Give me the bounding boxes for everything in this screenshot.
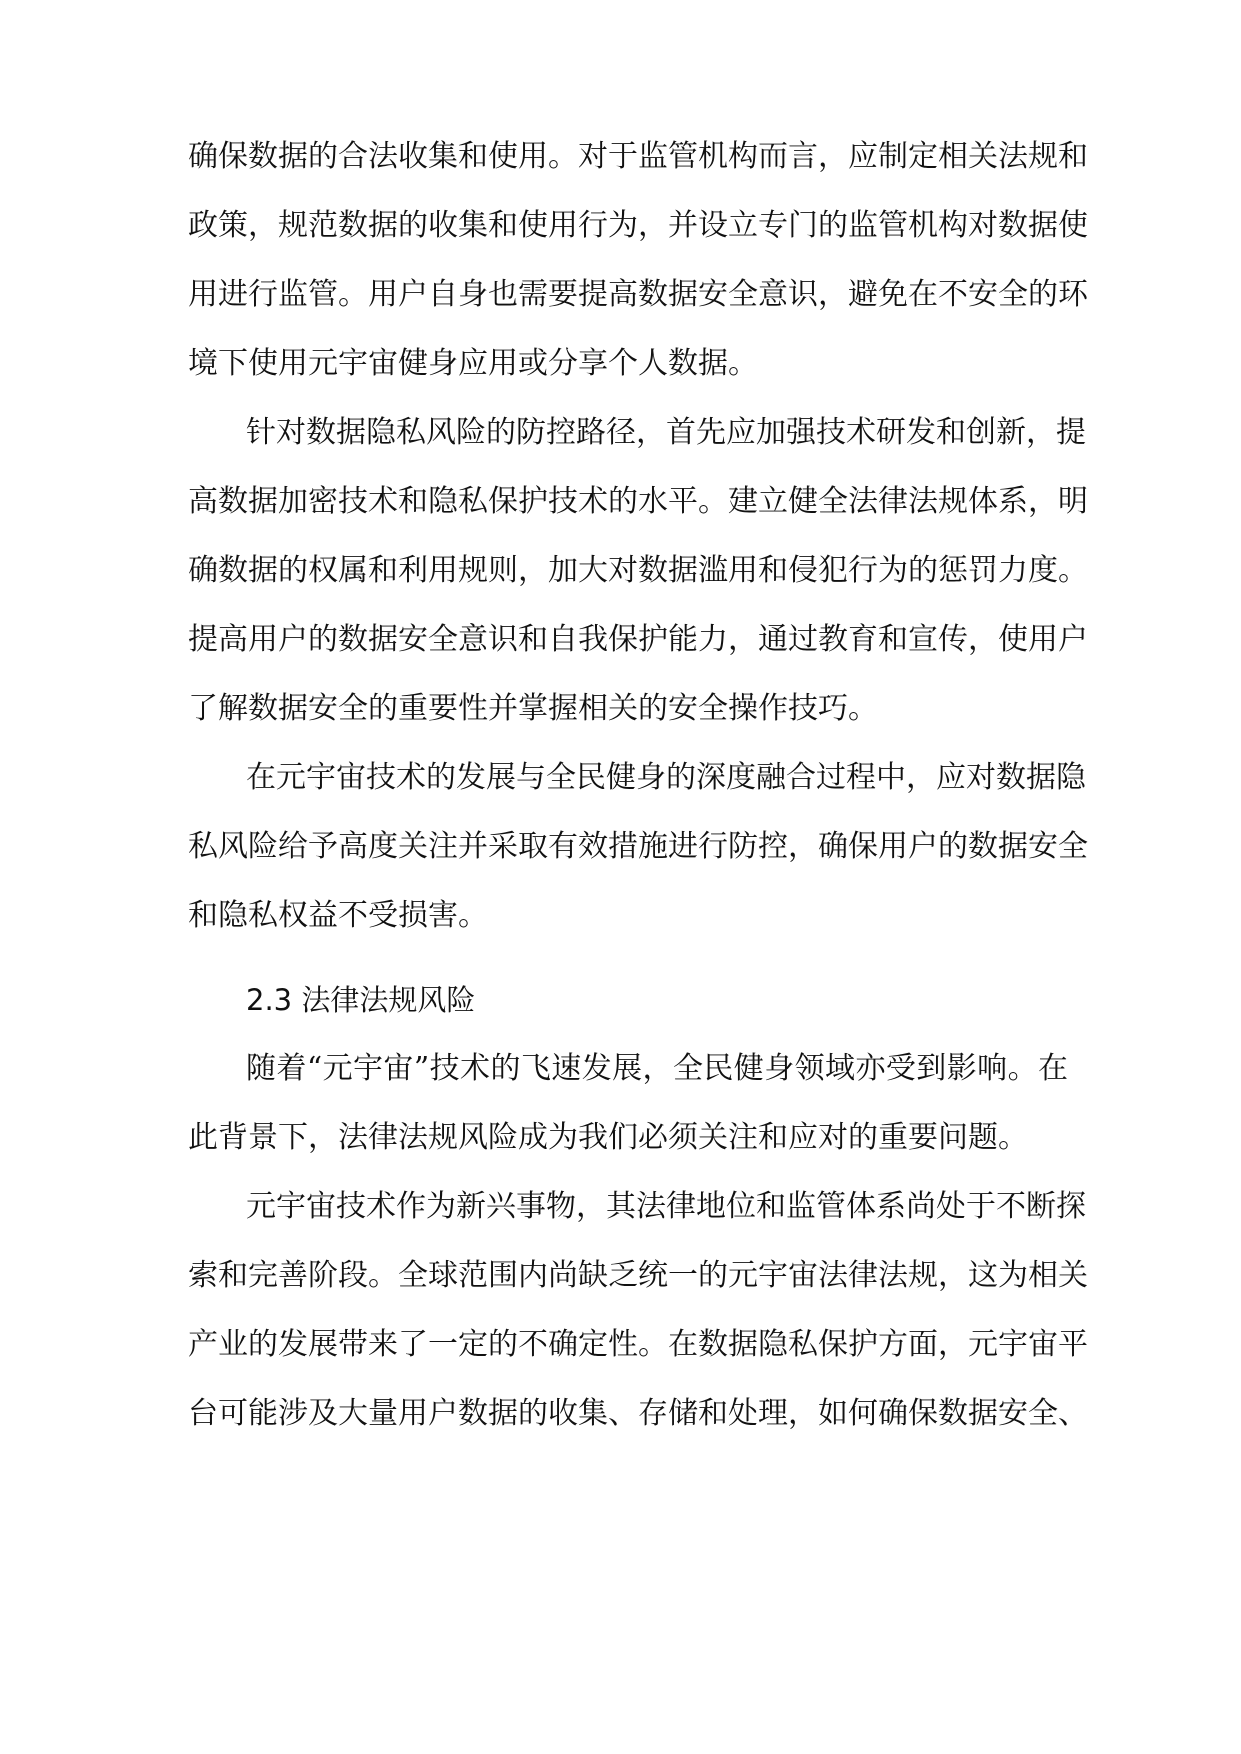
- paragraph-line: 针对数据隐私风险的防控路径，首先应加强技术研发和创新，提: [246, 415, 1086, 450]
- paragraph-line: 随着“元宇宙”技术的飞速发展，全民健身领域亦受到影响。在: [246, 1051, 1068, 1086]
- paragraph-line: 提高用户的数据安全意识和自我保护能力，通过教育和宣传，使用户: [188, 622, 1088, 657]
- paragraph-line: 在元宇宙技术的发展与全民健身的深度融合过程中，应对数据隐: [246, 760, 1086, 795]
- paragraph-line: 确保数据的合法收集和使用。对于监管机构而言，应制定相关法规和: [188, 139, 1088, 174]
- paragraph-line: 境下使用元宇宙健身应用或分享个人数据。: [188, 346, 758, 381]
- paragraph-line: 确数据的权属和利用规则，加大对数据滥用和侵犯行为的惩罚力度。: [188, 553, 1088, 588]
- section-heading: 2.3 法律法规风险: [246, 983, 476, 1017]
- paragraph-line: 此背景下，法律法规风险成为我们必须关注和应对的重要问题。: [188, 1120, 1028, 1155]
- paragraph-line: 政策，规范数据的收集和使用行为，并设立专门的监管机构对数据使: [188, 208, 1088, 243]
- paragraph-line: 和隐私权益不受损害。: [188, 898, 488, 933]
- paragraph-line: 私风险给予高度关注并采取有效措施进行防控，确保用户的数据安全: [188, 829, 1088, 864]
- paragraph-line: 高数据加密技术和隐私保护技术的水平。建立健全法律法规体系，明: [188, 484, 1088, 519]
- paragraph-line: 台可能涉及大量用户数据的收集、存储和处理，如何确保数据安全、: [188, 1396, 1088, 1431]
- paragraph-line: 用进行监管。用户自身也需要提高数据安全意识，避免在不安全的环: [188, 277, 1088, 312]
- paragraph-line: 产业的发展带来了一定的不确定性。在数据隐私保护方面，元宇宙平: [188, 1327, 1088, 1362]
- paragraph-line: 元宇宙技术作为新兴事物，其法律地位和监管体系尚处于不断探: [246, 1189, 1086, 1224]
- paragraph-line: 索和完善阶段。全球范围内尚缺乏统一的元宇宙法律法规，这为相关: [188, 1258, 1088, 1293]
- paragraph-line: 了解数据安全的重要性并掌握相关的安全操作技巧。: [188, 691, 878, 726]
